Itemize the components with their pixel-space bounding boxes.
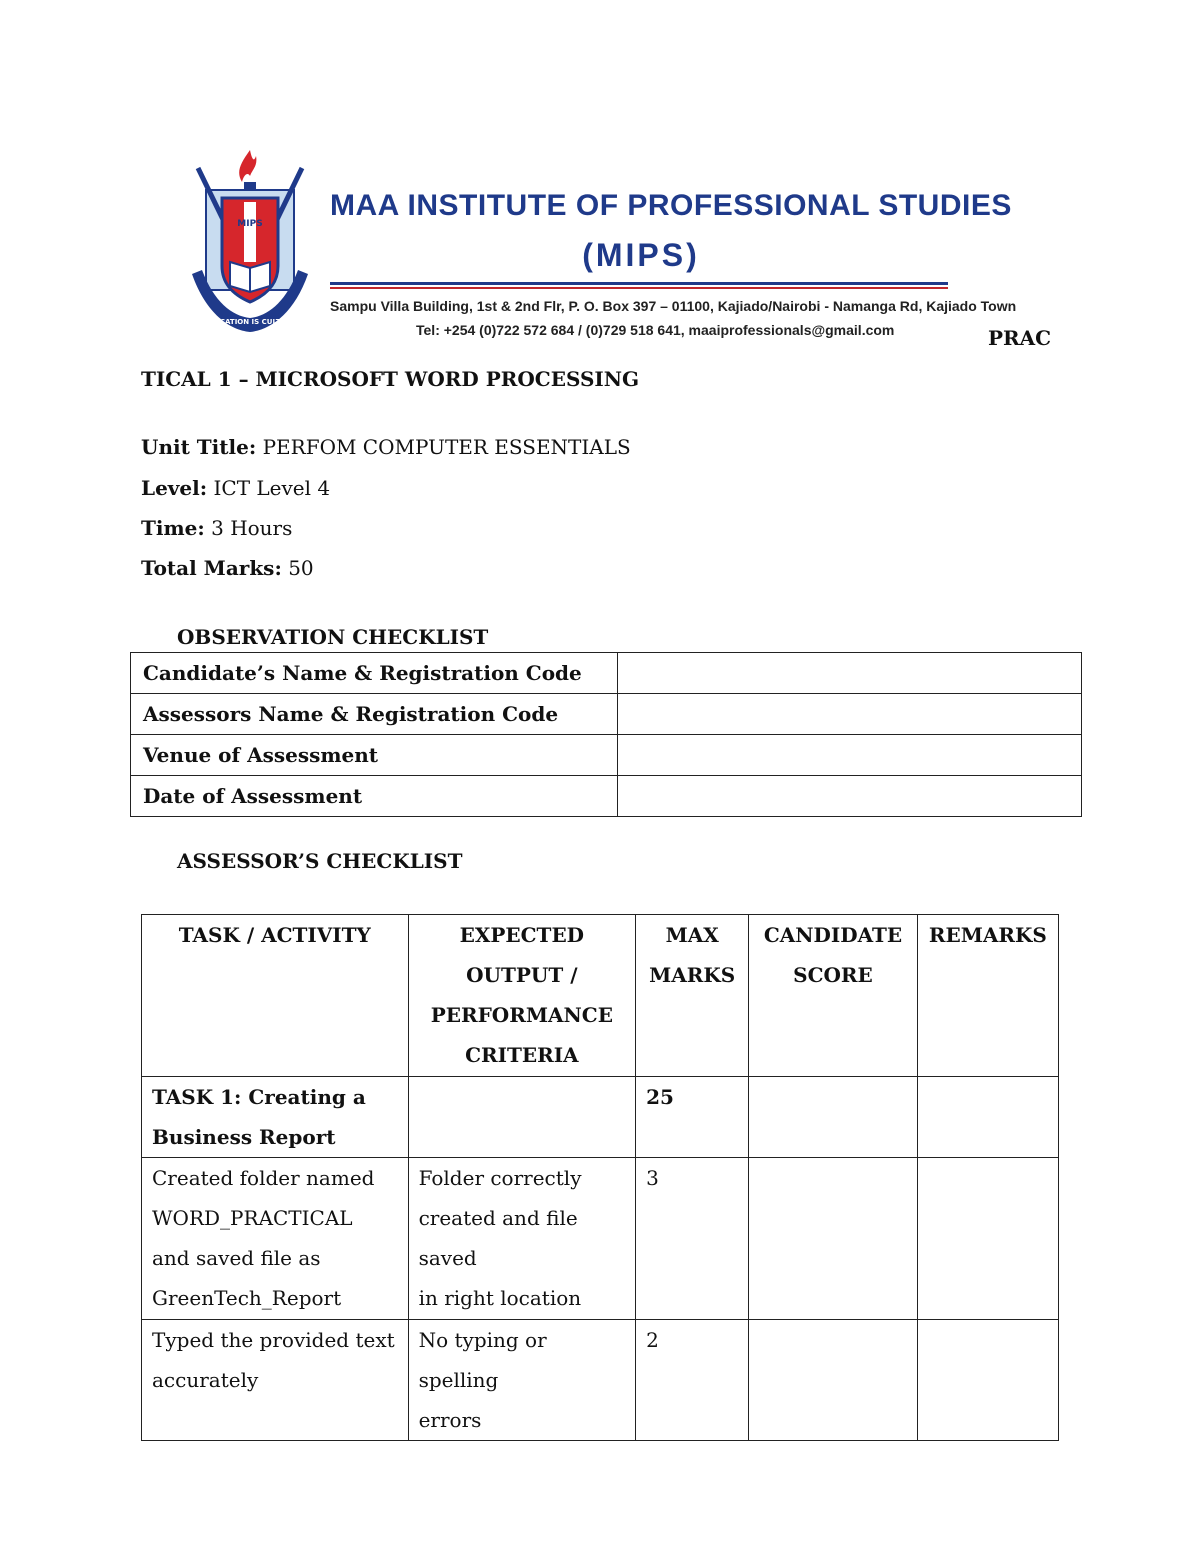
max-marks-cell: 3 [636,1158,749,1320]
table-row [142,1158,1059,1320]
expected-line: errors [418,1408,482,1432]
unit-title-line [141,435,631,459]
title-part-1: PRAC [988,326,1052,350]
remarks-cell[interactable] [917,1320,1058,1441]
header-remarks [917,915,1058,1077]
letterhead-rule-red [330,287,948,289]
expected-line: created and file saved [418,1206,578,1270]
task-line: accurately [152,1368,259,1392]
table-header-row [142,915,1059,1077]
assessor-name-label: Assessors Name & Registration Code [131,694,618,735]
header-max-line: MARKS [649,963,736,987]
table-row [131,694,1082,735]
institute-contact: Tel: +254 (0)722 572 684 / (0)729 518 641, maaiprofessionals@gmail.com [416,322,895,338]
title-part-2: TICAL 1 – MICROSOFT WORD PROCESSING [141,367,640,391]
table-row [142,1077,1059,1158]
task-cell [142,1158,409,1320]
candidate-name-label: Candidate’s Name & Registration Code [131,653,618,694]
header-score-line: CANDIDATE [763,923,903,947]
max-marks-cell: 25 [636,1077,749,1158]
unit-title-value: PERFOM COMPUTER ESSENTIALS [262,435,631,459]
task-line: Business Report [152,1125,336,1149]
institute-logo [186,146,314,342]
svg-text:EDUCATION IS CULTURE: EDUCATION IS CULTURE [203,318,297,326]
table-row [131,653,1082,694]
task-cell [142,1320,409,1441]
time-value: 3 Hours [211,516,293,540]
remarks-cell[interactable] [917,1077,1058,1158]
institute-name: MAA INSTITUTE OF PROFESSIONAL STUDIES [330,189,1012,222]
total-marks-value: 50 [288,556,314,580]
header-expected-line: EXPECTED [459,923,585,947]
assessor-name-field[interactable] [618,694,1082,735]
remarks-cell[interactable] [917,1158,1058,1320]
table-row [131,735,1082,776]
expected-cell [408,1077,635,1158]
task-line: TASK 1: Creating a [152,1085,366,1109]
assessor-table [141,914,1059,1441]
header-max-marks [636,915,749,1077]
candidate-score-cell[interactable] [749,1320,917,1441]
assessor-heading: ASSESSOR’S CHECKLIST [177,849,463,873]
date-label: Date of Assessment [131,776,618,817]
unit-title-label: Unit Title: [141,435,257,459]
candidate-name-field[interactable] [618,653,1082,694]
header-expected-line: CRITERIA [465,1043,579,1067]
header-expected-line: OUTPUT / [466,963,578,987]
institute-abbreviation: (MIPS) [582,237,700,273]
expected-cell [408,1158,635,1320]
expected-line: Folder correctly [418,1166,582,1190]
task-line: Typed the provided text [152,1328,395,1352]
task-cell [142,1077,409,1158]
task-line: GreenTech_Report [152,1286,342,1310]
candidate-score-cell[interactable] [749,1077,917,1158]
time-label: Time: [141,516,205,540]
task-line: WORD_PRACTICAL [152,1206,353,1230]
observation-heading: OBSERVATION CHECKLIST [177,625,489,649]
institute-address: Sampu Villa Building, 1st & 2nd Flr, P. O. Box 397 – 01100, Kajiado/Nairobi - Namanga Rd, Kajiado Town [330,298,1017,314]
level-value: ICT Level 4 [213,476,331,500]
venue-label: Venue of Assessment [131,735,618,776]
expected-line: No typing or spelling [418,1328,547,1392]
time-line [141,516,292,540]
task-line: and saved file as [152,1246,321,1270]
header-expected [408,915,635,1077]
header-score-line: SCORE [793,963,873,987]
total-marks-label: Total Marks: [141,556,282,580]
level-line [141,476,330,500]
venue-field[interactable] [618,735,1082,776]
date-field[interactable] [618,776,1082,817]
expected-cell [408,1320,635,1441]
expected-line: in right location [418,1286,582,1310]
level-label: Level: [141,476,208,500]
header-candidate-score [749,915,917,1077]
letterhead-rule-blue [330,282,948,285]
observation-table [130,652,1082,817]
header-remarks-text: REMARKS [928,923,1047,947]
header-expected-line: PERFORMANCE [430,1003,613,1027]
header-task-text: TASK / ACTIVITY [178,923,371,947]
header-max-line: MAX [665,923,719,947]
table-row [131,776,1082,817]
svg-text:MIPS: MIPS [237,219,263,229]
header-task [142,915,409,1077]
table-row [142,1320,1059,1441]
max-marks-cell: 2 [636,1320,749,1441]
task-line: Created folder named [152,1166,375,1190]
total-marks-line [141,556,314,580]
candidate-score-cell[interactable] [749,1158,917,1320]
